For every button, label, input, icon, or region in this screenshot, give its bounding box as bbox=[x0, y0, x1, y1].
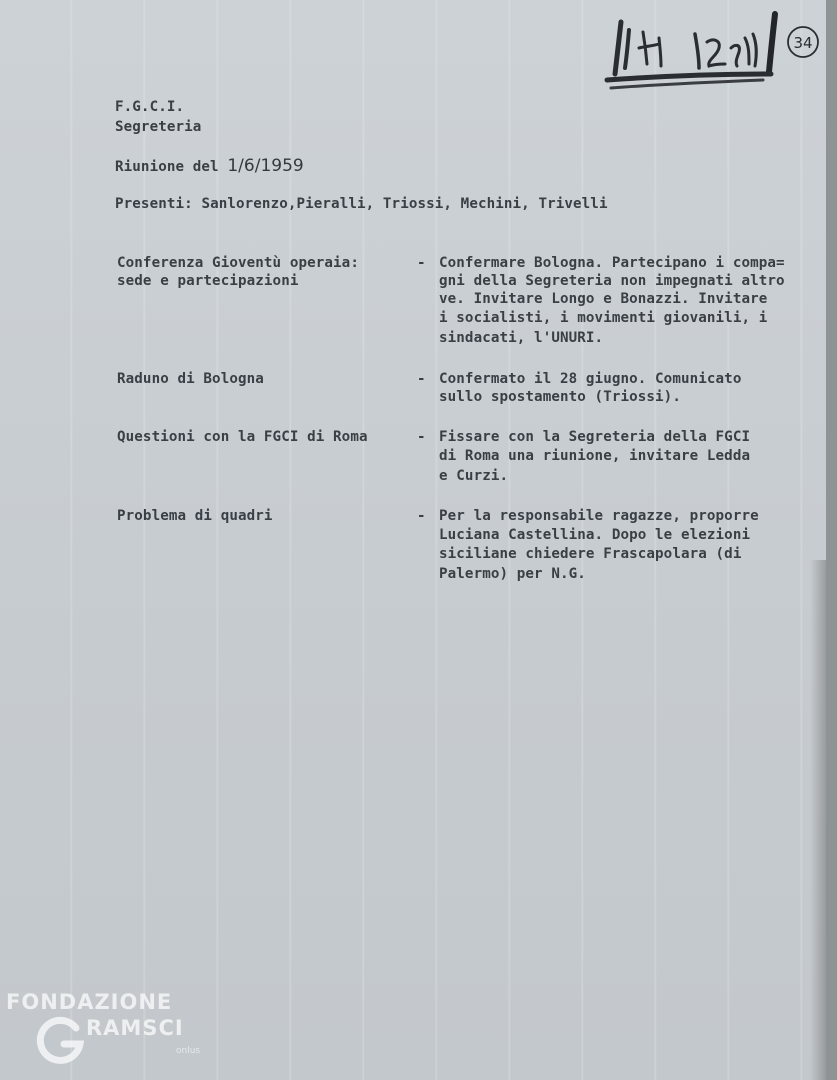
fondazione-gramsci-watermark bbox=[6, 990, 246, 1070]
agenda-text: i socialisti, i movimenti giovanili, i bbox=[439, 310, 768, 326]
attendees-label: Presenti: bbox=[115, 196, 193, 212]
attendees-line bbox=[115, 195, 608, 213]
agenda-text: e Curzi. bbox=[439, 468, 509, 484]
meeting-date-line bbox=[115, 157, 304, 176]
agenda-text: Confermare Bologna. Partecipano i compa= bbox=[439, 255, 785, 271]
agenda-dash: - bbox=[417, 371, 426, 387]
page-number: 34 bbox=[793, 34, 813, 52]
agenda-topic: Raduno di Bologna bbox=[117, 371, 264, 387]
agenda-dash: - bbox=[417, 255, 426, 271]
watermark-line1: FONDAZIONE bbox=[6, 990, 173, 1014]
agenda-text: sullo spostamento (Triossi). bbox=[439, 389, 681, 405]
agenda-text: siciliane chiedere Frascapolara (di bbox=[439, 546, 742, 562]
meeting-date-rest: /6/1959 bbox=[238, 156, 304, 176]
agenda-text: Palermo) per N.G. bbox=[439, 566, 586, 582]
watermark-line2: RAMSCI bbox=[86, 1016, 184, 1040]
agenda-topic: sede e partecipazioni bbox=[117, 273, 299, 289]
gramsci-g-logo-icon bbox=[36, 1014, 88, 1066]
watermark-suffix: onlus bbox=[176, 1046, 201, 1056]
agenda-topic: Questioni con la FGCI di Roma bbox=[117, 429, 368, 445]
page-edge-shadow bbox=[810, 560, 826, 1080]
agenda-dash: - bbox=[417, 508, 426, 524]
agenda-text: gni della Segreteria non impegnati altro bbox=[439, 273, 785, 289]
agenda-dash: - bbox=[417, 429, 426, 445]
agenda-topic: Conferenza Gioventù operaia: bbox=[117, 255, 359, 271]
attendees-names: Sanlorenzo,Pieralli, Triossi, Mechini, Trivelli bbox=[201, 196, 608, 212]
agenda-text: di Roma una riunione, invitare Ledda bbox=[439, 448, 751, 464]
agenda-text: Luciana Castellina. Dopo le elezioni bbox=[439, 527, 751, 543]
meeting-label: Riunione del bbox=[115, 159, 228, 175]
agenda-text: Per la responsabile ragazze, proporre bbox=[439, 508, 759, 524]
agenda-text: Fissare con la Segreteria della FGCI bbox=[439, 429, 751, 445]
org-name: F.G.C.I. bbox=[115, 99, 185, 115]
agenda-text: Confermato il 28 giugno. Comunicato bbox=[439, 371, 742, 387]
agenda-text: ve. Invitare Longo e Bonazzi. Invitare bbox=[439, 291, 768, 307]
department-name: Segreteria bbox=[115, 119, 202, 135]
agenda-text: sindacati, l'UNURI. bbox=[439, 330, 604, 346]
archive-stamp bbox=[603, 8, 823, 100]
agenda-topic: Problema di quadri bbox=[117, 508, 273, 524]
meeting-date-day: 1 bbox=[227, 156, 239, 176]
